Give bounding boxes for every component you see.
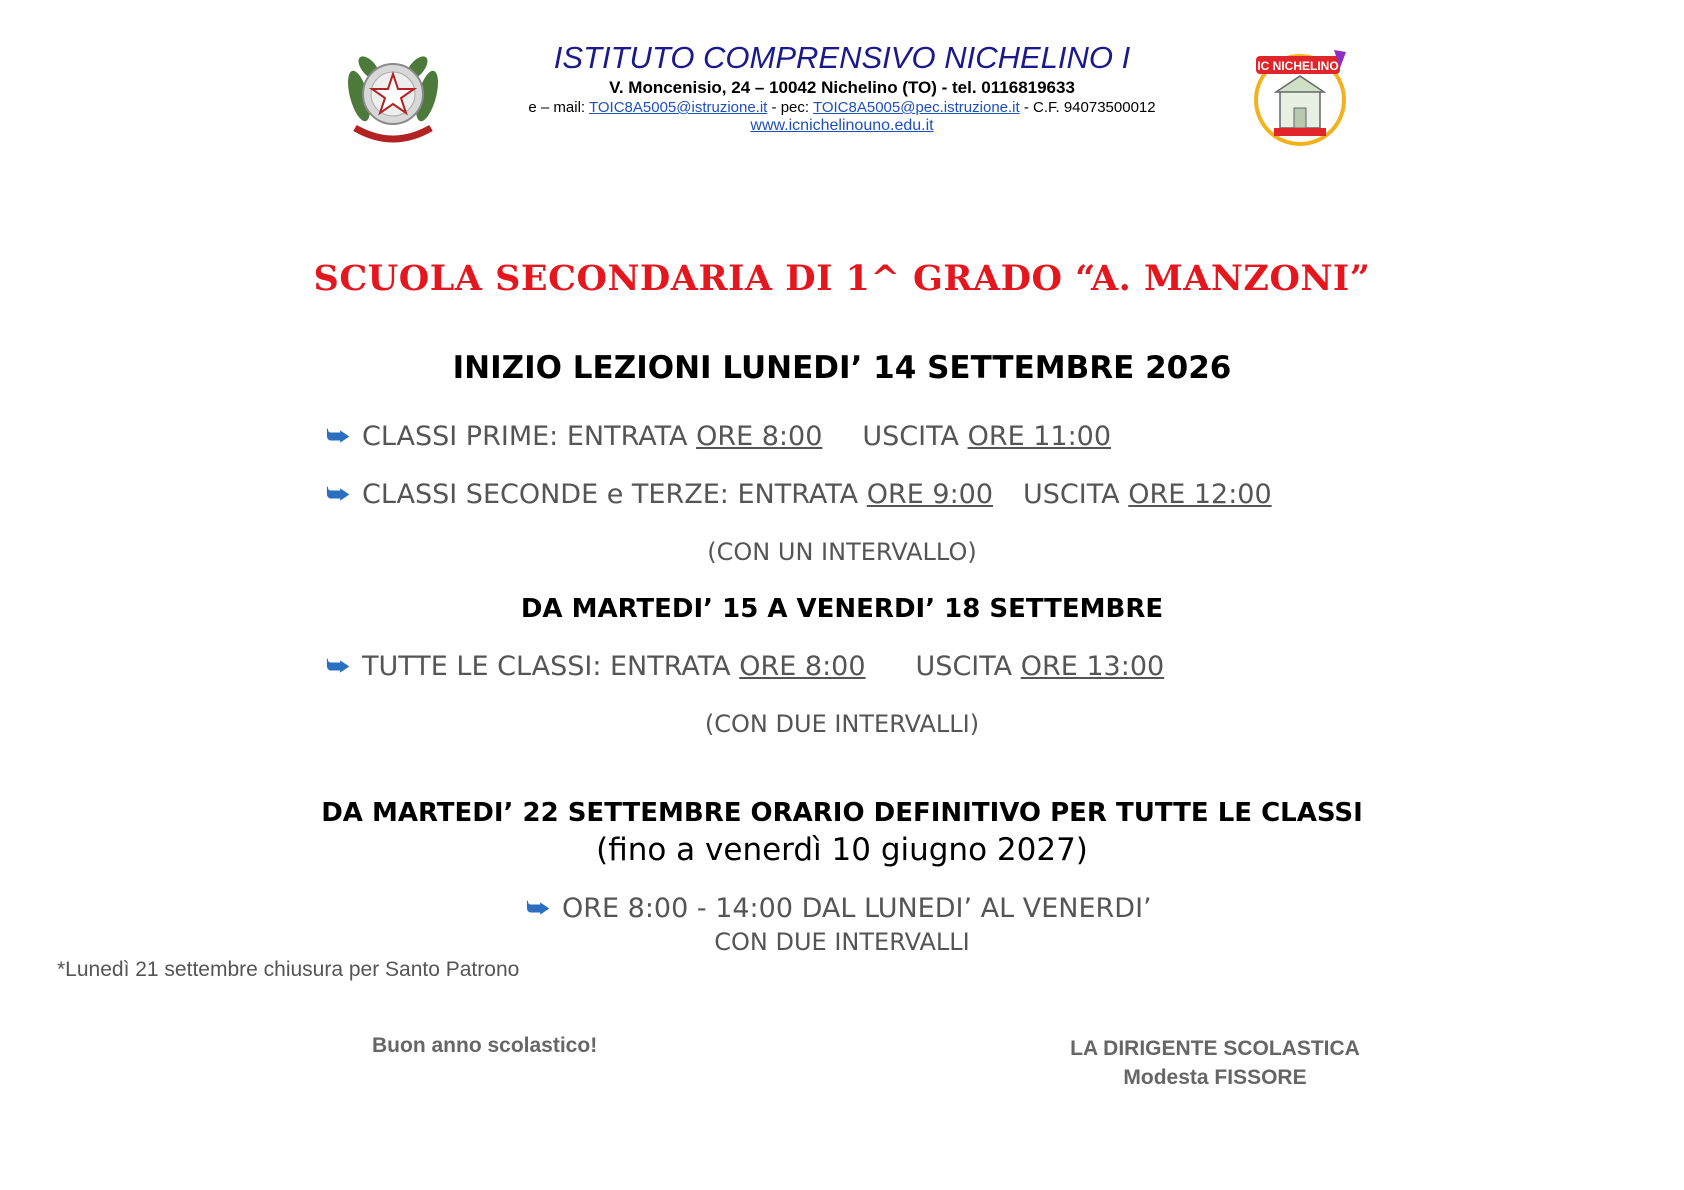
institute-name: ISTITUTO COMPRENSIVO NICHELINO I <box>553 40 1131 75</box>
website-link[interactable]: www.icnichelinouno.edu.it <box>750 117 934 134</box>
arrow-bullet-icon: ⮩ <box>326 652 351 682</box>
schedule-row-seconde-terze <box>326 479 1272 511</box>
arrow-bullet-icon: ⮩ <box>326 422 351 452</box>
footnote: *Lunedì 21 settembre chiusura per Santo Patrono <box>57 958 520 981</box>
email-label: e – mail: <box>528 99 589 116</box>
exit-time: ORE 13:00 <box>1020 651 1165 682</box>
definitive-period: (fino a venerdì 10 giugno 2027) <box>596 832 1088 868</box>
school-logo-icon <box>1250 46 1350 148</box>
first-day-heading: INIZIO LEZIONI LUNEDI’ 14 SETTEMBRE 2026 <box>452 350 1232 386</box>
schedule-row-definitive <box>526 893 1152 925</box>
email-link[interactable]: TOIC8A5005@istruzione.it <box>588 99 768 116</box>
schedule-row-prime <box>326 421 1111 453</box>
signature-name: Modesta FISSORE <box>1123 1066 1307 1089</box>
svg-text:IC NICHELINO: IC NICHELINO <box>1257 59 1339 73</box>
institute-contacts <box>0 99 1684 116</box>
signature-block <box>1030 1034 1400 1092</box>
arrow-bullet-icon: ⮩ <box>326 480 351 510</box>
definitive-heading: DA MARTEDI’ 22 SETTEMBRE ORARIO DEFINITIVO PER TUTTE LE CLASSI <box>321 798 1363 828</box>
row-label: ORE 8:00 - 14:00 DAL LUNEDI’ AL VENERDI’ <box>562 893 1152 924</box>
row-label: TUTTE LE CLASSI: ENTRATA <box>362 651 740 682</box>
exit-label: USCITA <box>915 651 1021 682</box>
pec-link[interactable]: TOIC8A5005@pec.istruzione.it <box>812 99 1020 116</box>
pec-label: - pec: <box>767 99 813 116</box>
exit-label: USCITA <box>1023 479 1129 510</box>
entry-time: ORE 8:00 <box>696 421 823 452</box>
row-label: CLASSI PRIME: ENTRATA <box>362 421 697 452</box>
exit-time: ORE 11:00 <box>967 421 1112 452</box>
week-note: (CON DUE INTERVALLI) <box>704 710 980 738</box>
arrow-bullet-icon: ⮩ <box>526 894 551 924</box>
institute-website <box>0 117 1684 135</box>
week-heading: DA MARTEDI’ 15 A VENERDI’ 18 SETTEMBRE <box>520 594 1164 624</box>
row-label: CLASSI SECONDE e TERZE: ENTRATA <box>362 479 867 510</box>
entry-time: ORE 8:00 <box>739 651 866 682</box>
exit-label: USCITA <box>862 421 968 452</box>
schedule-row-tutte <box>326 651 1164 683</box>
institute-address: V. Moncenisio, 24 – 10042 Nichelino (TO) - tel. 0116819633 <box>609 78 1075 97</box>
greeting: Buon anno scolastico! <box>372 1034 598 1057</box>
fiscal-code: - C.F. 94073500012 <box>1019 99 1156 116</box>
definitive-note: CON DUE INTERVALLI <box>714 928 970 956</box>
first-day-note: (CON UN INTERVALLO) <box>707 538 977 566</box>
signature-role: LA DIRIGENTE SCOLASTICA <box>1070 1037 1360 1060</box>
entry-time: ORE 9:00 <box>866 479 994 510</box>
exit-time: ORE 12:00 <box>1128 479 1272 510</box>
school-title: SCUOLA SECONDARIA DI 1^ GRADO “A. MANZONI” <box>313 258 1371 299</box>
